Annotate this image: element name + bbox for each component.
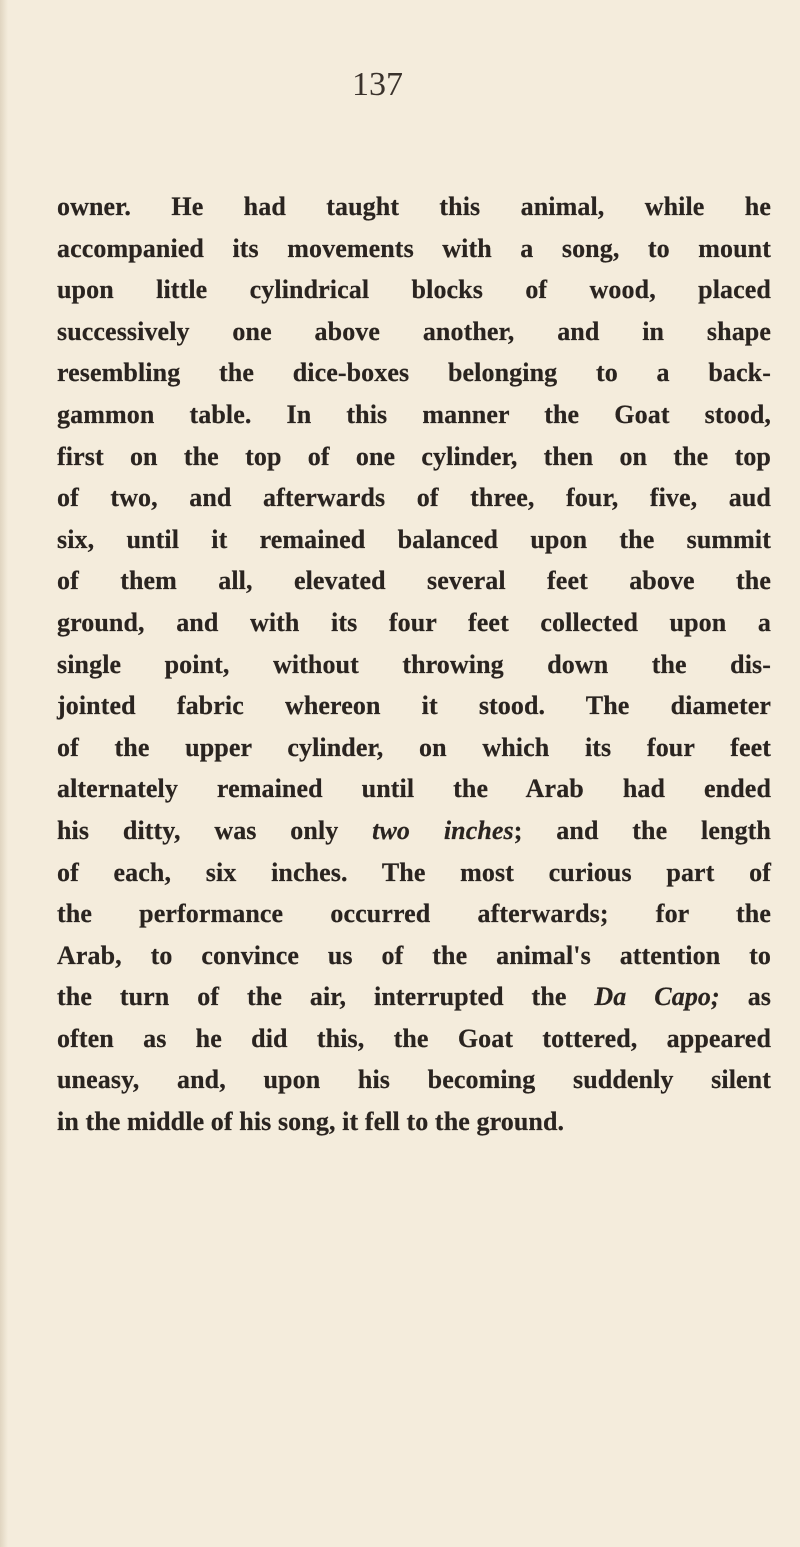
- text-run: his ditty, was only: [57, 815, 373, 845]
- text-line: of the upper cylinder, on which its four feet: [57, 732, 771, 762]
- italic-text: Da Capo;: [594, 982, 720, 1012]
- body-text: [57, 186, 771, 1143]
- text-line: owner. He had taught this animal, while he: [57, 192, 771, 221]
- text-line: accompanied its movements with a song, to mount: [57, 233, 771, 263]
- text-line: upon little cylindrical blocks of wood, placed: [57, 275, 771, 305]
- text-line: the performance occurred afterwards; for the: [57, 899, 771, 929]
- text-line: of them all, elevated several feet above the: [57, 566, 771, 596]
- text-line: Arab, to convince us of the animal's attention to: [57, 940, 771, 970]
- text-line: six, until it remained balanced upon the summit: [57, 524, 771, 554]
- text-line: successively one above another, and in shape: [57, 316, 771, 346]
- text-line: in the middle of his song, it fell to the ground.: [57, 1107, 565, 1137]
- text-line: of each, six inches. The most curious part of: [57, 857, 771, 887]
- text-run: ; and the length: [513, 815, 771, 845]
- text-line: of two, and afterwards of three, four, five, aud: [57, 483, 771, 513]
- text-run: as: [719, 982, 772, 1012]
- text-line: first on the top of one cylinder, then on the top: [57, 441, 771, 471]
- text-line: single point, without throwing down the dis-: [57, 649, 771, 679]
- text-line: alternately remained until the Arab had ended: [57, 774, 771, 804]
- text-line: often as he did this, the Goat tottered, appeared: [57, 1023, 771, 1053]
- page-number: 137: [352, 66, 403, 103]
- text-line: gammon table. In this manner the Goat stood,: [57, 399, 771, 429]
- text-line: uneasy, and, upon his becoming suddenly silent: [57, 1065, 771, 1095]
- text-run: the turn of the air, interrupted the: [57, 982, 595, 1012]
- text-line: resembling the dice-boxes belonging to a back-: [57, 358, 771, 388]
- page-edge-shadow: [0, 0, 8, 1547]
- text-line: jointed fabric whereon it stood. The diameter: [57, 691, 771, 721]
- italic-text: two inches: [372, 815, 514, 845]
- text-line: [57, 810, 771, 852]
- text-line: ground, and with its four feet collected upon a: [57, 607, 771, 637]
- text-line: [57, 976, 771, 1018]
